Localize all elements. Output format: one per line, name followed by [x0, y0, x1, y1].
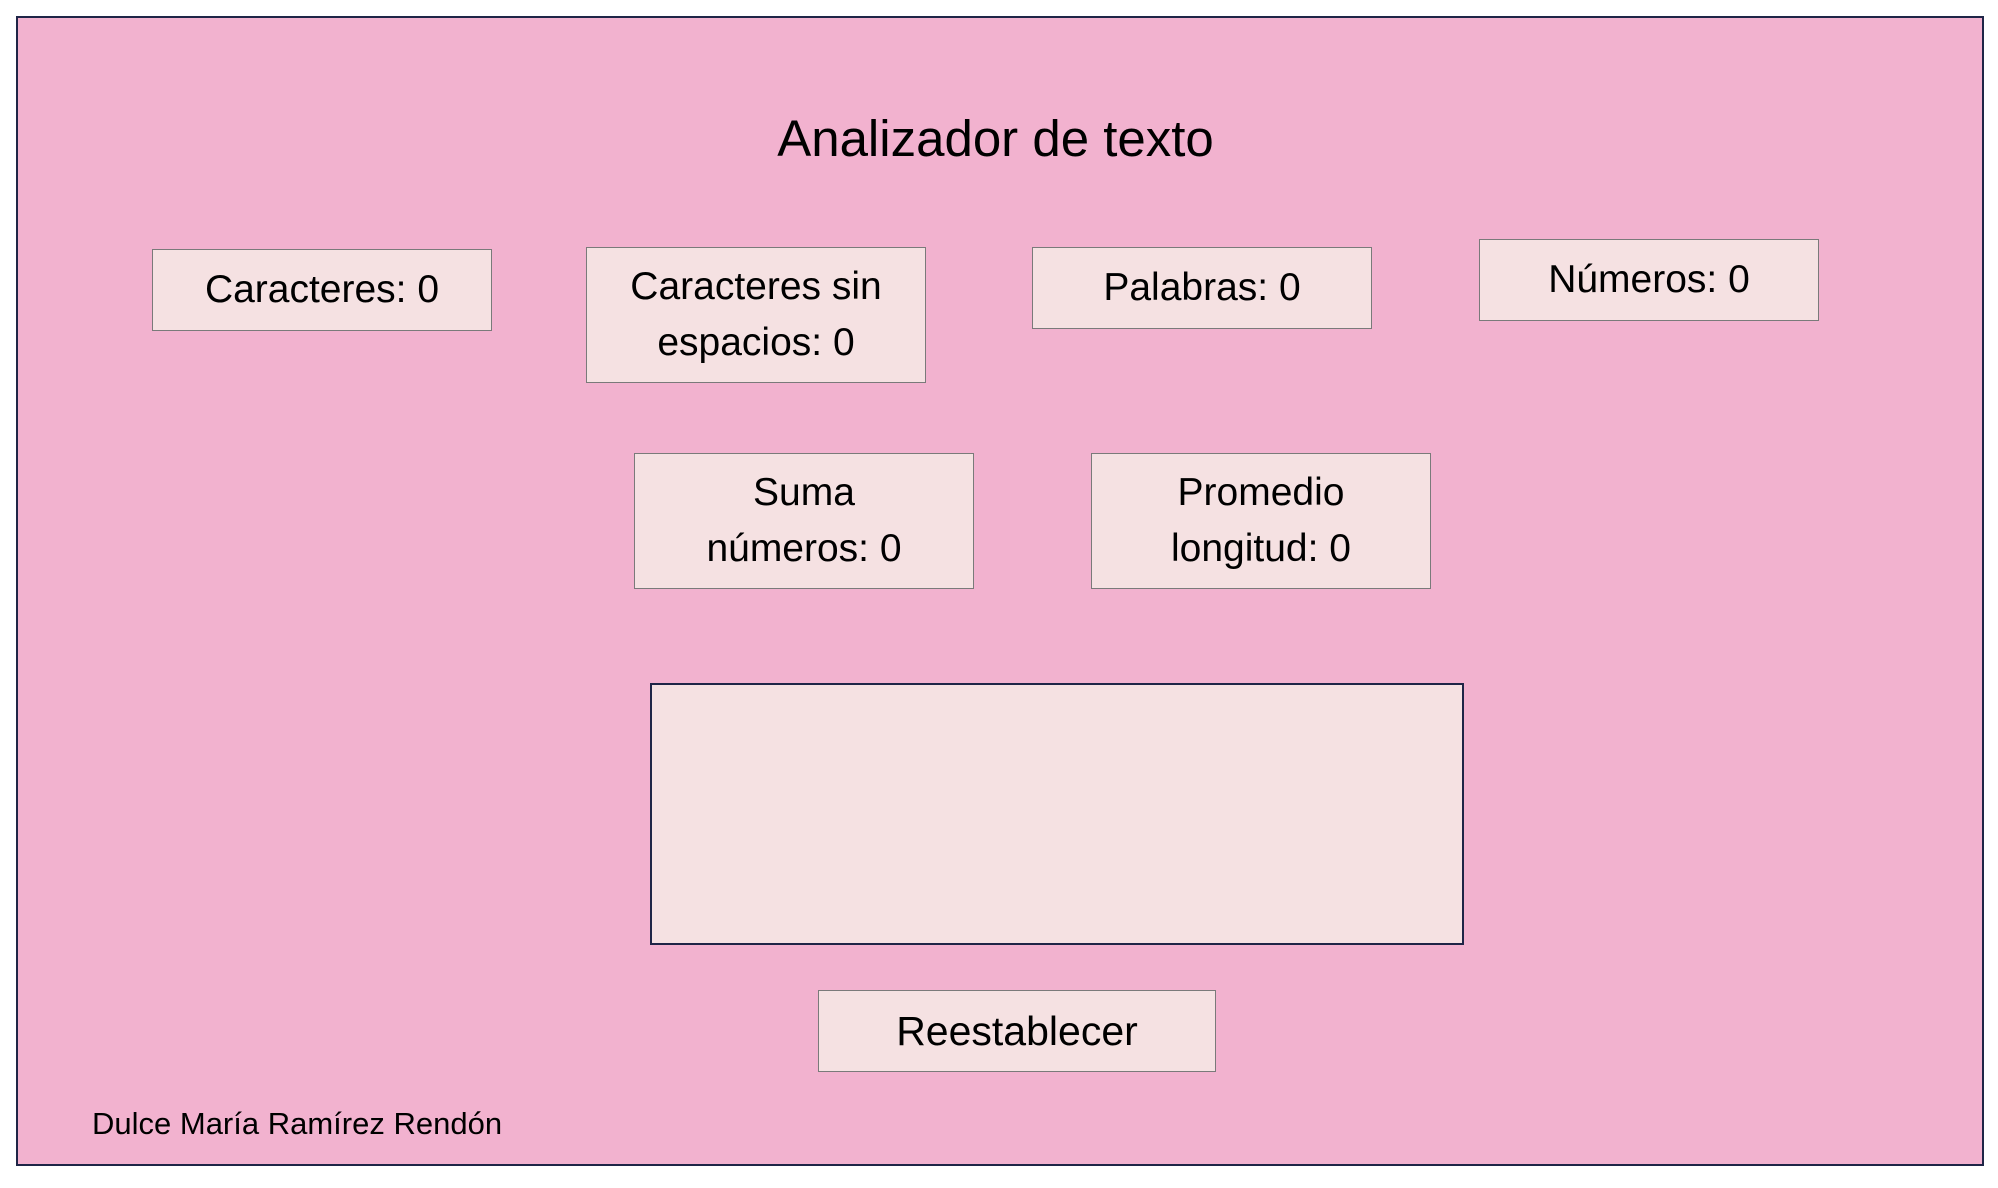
average-length-line2: longitud: 0 — [1171, 527, 1351, 570]
number-sum-line2: números: 0 — [706, 527, 902, 570]
characters-without-spaces-line1: Caracteres sin — [630, 265, 882, 308]
number-count — [1479, 239, 1819, 321]
word-count-label: Palabras: 0 — [1103, 266, 1301, 309]
text-input-area[interactable] — [650, 683, 1464, 945]
word-count — [1032, 247, 1372, 329]
average-length-line1: Promedio — [1177, 471, 1345, 514]
reset-button[interactable]: Reestablecer — [818, 990, 1216, 1072]
characters-without-spaces-count — [586, 247, 926, 383]
character-count — [152, 249, 492, 331]
number-sum-line1: Suma — [753, 471, 855, 514]
page-title: Analizador de texto — [777, 110, 1214, 167]
characters-without-spaces-line2: espacios: 0 — [657, 321, 855, 364]
number-sum — [634, 453, 974, 589]
app-frame — [16, 16, 1984, 1166]
character-count-label: Caracteres: 0 — [204, 268, 440, 311]
number-count-label: Números: 0 — [1548, 258, 1750, 301]
author-name: Dulce María Ramírez Rendón — [92, 1106, 503, 1141]
average-length — [1091, 453, 1431, 589]
